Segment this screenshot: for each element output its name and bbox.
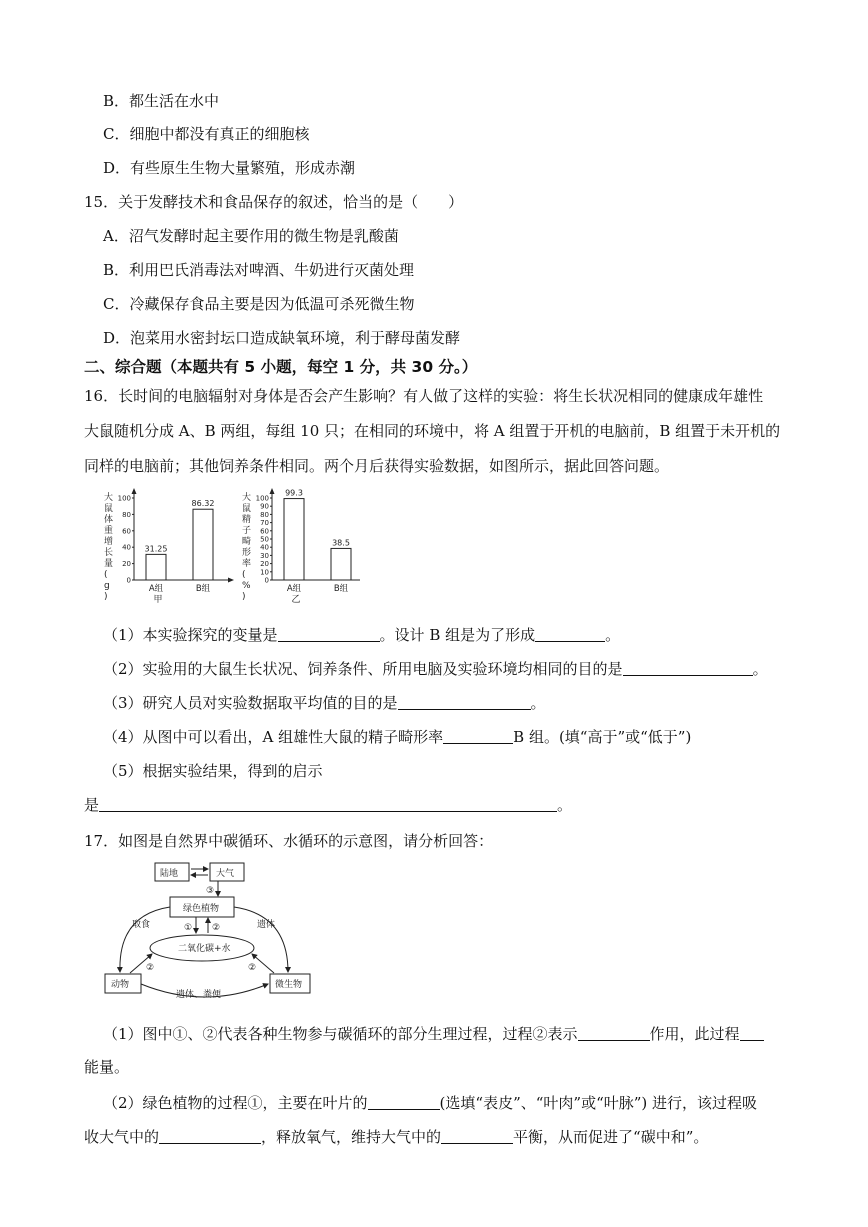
y-tick-label: 40	[122, 543, 131, 552]
bar	[146, 554, 166, 580]
remains-label: 遗体	[257, 920, 276, 930]
q16-sub1-text-c: 。	[605, 626, 621, 644]
bar	[193, 509, 213, 580]
chart-ylabel-char: %	[242, 581, 251, 591]
process-2-right-label: ②	[248, 963, 257, 973]
eat-label: 取食	[132, 920, 151, 930]
y-tick-label: 80	[260, 510, 269, 519]
q17-sub2-blank-3[interactable]	[441, 1129, 513, 1144]
q16-sub1-text-a: （1）本实验探究的变量是	[103, 626, 278, 644]
process-2-left-label: ②	[146, 963, 155, 973]
chart-ylabel-char: 大	[242, 493, 252, 503]
chart-ylabel-char: 大	[104, 493, 114, 503]
waste-label: 遗体、粪便	[176, 990, 222, 998]
q16-sub1	[103, 625, 620, 645]
process-2-top-label: ②	[212, 923, 221, 933]
q17-stem: 17．如图是自然界中碳循环、水循环的示意图，请分析回答：	[84, 832, 494, 850]
q17-sub2-blank-2[interactable]	[159, 1129, 261, 1144]
section-2-title: 二、综合题（本题共有 5 小题，每空 1 分，共 30 分。）	[84, 358, 478, 376]
q16-sub2	[103, 659, 768, 679]
q14-option-b: B．都生活在水中	[103, 92, 220, 110]
chart-ylabel-char: 鼠	[242, 504, 252, 514]
q16-sub5-blank[interactable]	[99, 797, 557, 812]
q16-sub5-answer	[84, 795, 572, 815]
q15-stem: 15．关于发酵技术和食品保存的叙述，恰当的是（ ）	[84, 193, 464, 211]
q17-sub2-text-e: 平衡，从而促进了“碳中和”。	[513, 1128, 709, 1146]
x-category-label: B组	[333, 584, 349, 594]
q17-sub1-cont: 能量。	[84, 1058, 130, 1076]
q16-stem-line1: 16．长时间的电脑辐射对身体是否会产生影响？有人做了这样的实验：将生长状况相同的健康成年雄性	[84, 387, 764, 405]
land-label: 陆地	[160, 869, 179, 879]
x-category-label: A组	[148, 584, 164, 594]
y-tick-label: 30	[260, 551, 269, 560]
chart-jia	[104, 488, 234, 605]
q16-stem-line2: 大鼠随机分成 A、B 两组，每组 10 只；在相同的环境中，将 A 组置于开机的电脑前，B 组置于未开机的	[84, 422, 781, 440]
q17-sub1-blank-1[interactable]	[578, 1026, 650, 1041]
plant-label: 绿色植物	[183, 904, 220, 914]
x-category-label: B组	[195, 584, 211, 594]
q17-sub2-text-b: (选填“表皮”、“叶肉”或“叶脉”) 进行，该过程吸	[439, 1094, 758, 1112]
q16-sub2-blank[interactable]	[623, 661, 753, 676]
chart-ylabel-char: 体	[104, 515, 114, 525]
x-category-label: A组	[286, 584, 302, 594]
bar	[331, 548, 351, 580]
chart-ylabel-char: g	[104, 581, 110, 591]
co2-label: 二氧化碳+水	[178, 944, 231, 954]
q16-sub4-text-a: （4）从图中可以看出，A 组雄性大鼠的精子畸形率	[103, 728, 444, 746]
chart-ylabel-char: 量	[104, 559, 114, 569]
q17-sub2-cont	[84, 1127, 708, 1147]
y-tick-label: 60	[122, 527, 131, 536]
y-tick-label: 10	[260, 568, 269, 577]
chart-ylabel-char: 子	[242, 526, 252, 536]
chart-ylabel-char: (	[104, 570, 108, 580]
q16-charts	[100, 486, 360, 606]
chart-ylabel-char: 精	[242, 515, 252, 525]
q16-sub2-text-a: （2）实验用的大鼠生长状况、饲养条件、所用电脑及实验环境均相同的目的是	[103, 660, 623, 678]
y-tick-label: 100	[255, 494, 269, 503]
chart-ylabel-char: 形	[242, 548, 252, 558]
q17-sub1	[103, 1024, 764, 1044]
y-tick-label: 80	[122, 510, 131, 519]
q17-sub2	[103, 1093, 757, 1113]
chart-ylabel-char: 增	[104, 537, 114, 547]
y-tick-label: 20	[122, 560, 131, 569]
y-tick-label: 90	[260, 502, 269, 511]
bar-value-label: 31.25	[144, 544, 168, 554]
q16-sub4-blank[interactable]	[443, 729, 513, 744]
q17-sub1-text-a: （1）图中①、②代表各种生物参与碳循环的部分生理过程，过程②表示	[103, 1025, 578, 1043]
process-3-label: ③	[206, 886, 215, 896]
chart-ylabel-char: (	[242, 570, 246, 580]
q16-sub1-blank-2[interactable]	[535, 627, 605, 642]
q17-sub2-text-a: （2）绿色植物的过程①，主要在叶片的	[103, 1094, 368, 1112]
q14-option-c: C．细胞中都没有真正的细胞核	[103, 125, 310, 143]
y-tick-label: 60	[260, 527, 269, 536]
y-axis-arrow	[132, 488, 137, 494]
microbe-label: 微生物	[275, 980, 303, 990]
bar-value-label: 38.5	[332, 538, 350, 548]
chart-ylabel-char: 重	[104, 526, 114, 536]
y-tick-label: 0	[264, 576, 269, 585]
y-tick-label: 40	[260, 543, 269, 552]
q16-sub5-text-a: 是	[84, 796, 100, 814]
x-axis-arrow	[228, 578, 234, 583]
chart-yi	[242, 488, 360, 605]
air-label: 大气	[216, 869, 235, 879]
q16-sub4	[103, 727, 691, 747]
y-tick-label: 50	[260, 535, 269, 544]
chart-title: 乙	[291, 595, 301, 605]
q16-sub5: （5）根据实验结果，得到的启示	[103, 762, 323, 780]
q15-option-d: D．泡菜用水密封坛口造成缺氧环境，利于酵母菌发酵	[103, 329, 461, 347]
q17-sub2-text-d: ，释放氧气，维持大气中的	[261, 1128, 442, 1146]
q16-sub3-text-b: 。	[530, 694, 546, 712]
q16-sub1-blank-1[interactable]	[278, 627, 380, 642]
q17-sub1-text-b: 作用，此过程	[649, 1025, 740, 1043]
chart-ylabel-char: 鼠	[104, 504, 114, 514]
q15-option-b: B．利用巴氏消毒法对啤酒、牛奶进行灭菌处理	[103, 261, 415, 279]
animal-label: 动物	[111, 980, 130, 990]
process-1-label: ①	[184, 923, 193, 933]
bar	[284, 499, 304, 580]
q14-option-d: D．有些原生生物大量繁殖，形成赤潮	[103, 159, 356, 177]
q16-sub5-text-b: 。	[557, 796, 573, 814]
q16-sub3-blank[interactable]	[398, 695, 531, 710]
chart-ylabel-char: 长	[104, 548, 114, 558]
q17-sub2-text-c: 收大气中的	[84, 1128, 160, 1146]
q16-sub4-text-b: B 组。(填“高于”或“低于”)	[513, 728, 692, 746]
q16-sub3-text-a: （3）研究人员对实验数据取平均值的目的是	[103, 694, 398, 712]
y-tick-label: 100	[117, 494, 131, 503]
q16-sub1-text-b: 。设计 B 组是为了形成	[379, 626, 536, 644]
y-tick-label: 70	[260, 519, 269, 528]
q15-option-c: C．冷藏保存食品主要是因为低温可杀死微生物	[103, 295, 415, 313]
q17-sub1-blank-2[interactable]	[740, 1026, 764, 1041]
carbon-cycle-diagram	[100, 860, 316, 998]
bar-value-label: 86.32	[191, 499, 215, 509]
bar-value-label: 99.3	[285, 488, 303, 498]
chart-title: 甲	[153, 595, 163, 605]
y-tick-label: 0	[126, 576, 131, 585]
y-tick-label: 20	[260, 560, 269, 569]
y-axis-arrow	[270, 488, 275, 494]
chart-ylabel-char: )	[242, 592, 246, 602]
q16-stem-line3: 同样的电脑前；其他饲养条件相同。两个月后获得实验数据，如图所示，据此回答问题。	[84, 457, 670, 475]
chart-ylabel-char: 畸	[242, 537, 252, 547]
q15-option-a: A．沼气发酵时起主要作用的微生物是乳酸菌	[103, 227, 399, 245]
chart-ylabel-char: 率	[242, 559, 252, 569]
q16-sub3	[103, 693, 546, 713]
q17-sub2-blank-1[interactable]	[368, 1095, 440, 1110]
chart-ylabel-char: )	[104, 592, 108, 602]
q16-sub2-text-b: 。	[752, 660, 768, 678]
